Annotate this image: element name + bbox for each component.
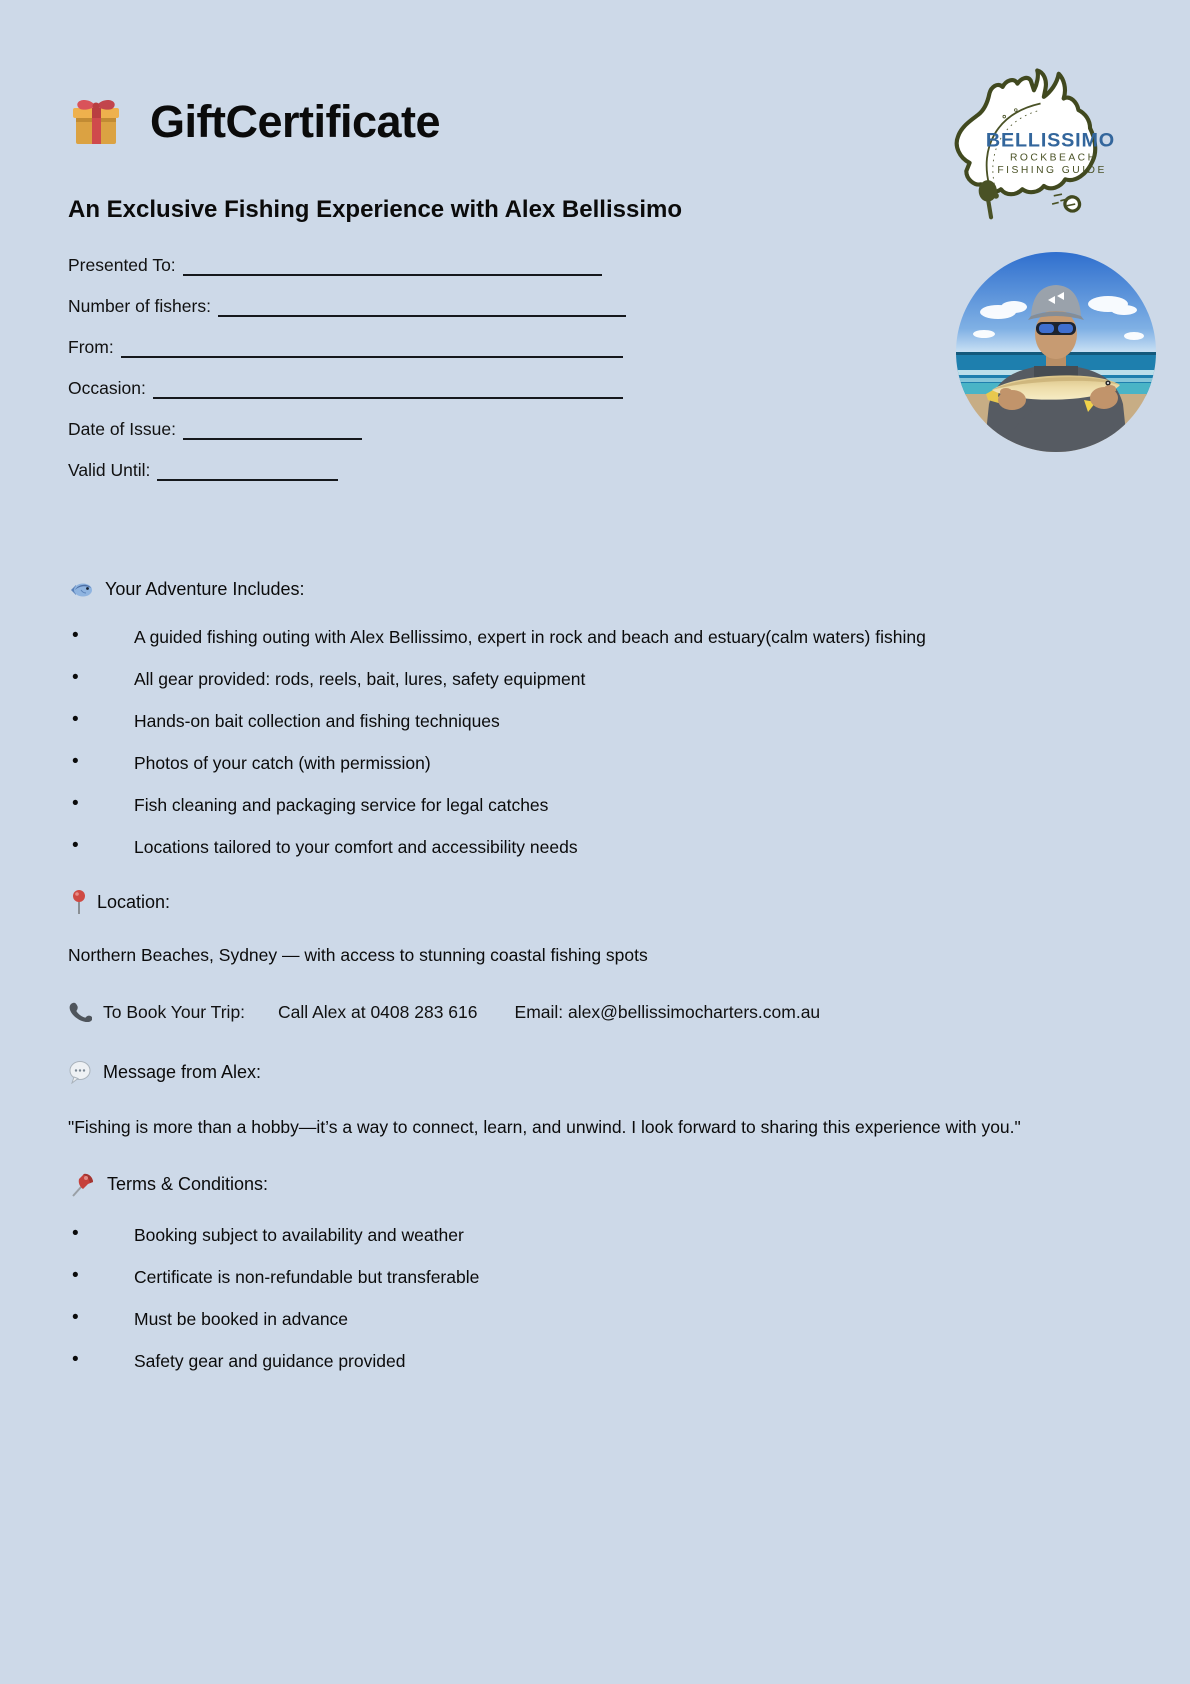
terms-list: [68, 1225, 1130, 1371]
field-label: Occasion:: [68, 378, 146, 398]
certificate-fields: [68, 252, 1130, 481]
location-section-heading: [72, 889, 1130, 915]
section-heading-label: Your Adventure Includes:: [105, 579, 305, 599]
section-heading-label: Message from Alex:: [103, 1061, 262, 1082]
list-item: • Booking subject to availability and weather: [68, 1225, 1130, 1245]
logo-tagline1-text: ROCKBEACH: [1009, 152, 1098, 164]
adventure-list: [68, 627, 1130, 857]
blank-line: [183, 254, 602, 276]
list-item: • All gear provided: rods, reels, bait, lures, safety equipment: [68, 669, 1130, 689]
blank-line: [153, 377, 623, 399]
pushpin-icon: [70, 1172, 96, 1198]
booking-email: Email: alex@bellissimocharters.com.au: [514, 1001, 821, 1022]
fish-icon: [68, 580, 94, 600]
field-label: Date of Issue:: [68, 419, 176, 439]
gift-icon: [68, 94, 124, 150]
message-section-heading: [68, 1060, 1130, 1084]
field-presented-to: [68, 252, 602, 276]
blank-line: [157, 459, 338, 481]
logo-brand-text: BELLISSIMO: [985, 129, 1116, 152]
list-item: • Must be booked in advance: [68, 1309, 1130, 1329]
phone-receiver-icon: [68, 1000, 92, 1024]
adventure-section-heading: [68, 579, 1130, 600]
location-text: Northern Beaches, Sydney — with access to stunning coastal fishing spots: [68, 945, 648, 965]
logo-tagline2-text: FISHING GUIDE: [997, 164, 1107, 176]
message-quote: "Fishing is more than a hobby—it’s a way to connect, learn, and unwind. I look forward to sharing this experience with you.": [68, 1117, 1021, 1137]
terms-section-heading: [70, 1172, 1130, 1198]
section-heading-label: Terms & Conditions:: [107, 1174, 269, 1194]
booking-phone: Call Alex at 0408 283 616: [278, 1001, 478, 1022]
list-item: • Photos of your catch (with permission): [68, 753, 1130, 773]
list-item: • Hands-on bait collection and fishing techniques: [68, 711, 1130, 731]
blank-line: [183, 418, 362, 440]
page-title: GiftCertificate: [150, 96, 441, 147]
blank-line: [121, 336, 623, 358]
field-number-of-fishers: [68, 293, 626, 317]
list-item: • Safety gear and guidance provided: [68, 1351, 1130, 1371]
blank-line: [218, 295, 626, 317]
field-date-of-issue: [68, 416, 362, 440]
field-valid-until: [68, 457, 338, 481]
field-from: [68, 334, 623, 358]
booking-row: [68, 1000, 1130, 1024]
list-item: • Locations tailored to your comfort and accessibility needs: [68, 837, 1130, 857]
booking-heading: To Book Your Trip:: [103, 1001, 246, 1022]
list-item: • Fish cleaning and packaging service for legal catches: [68, 795, 1130, 815]
field-occasion: [68, 375, 623, 399]
field-label: Number of fishers:: [68, 296, 211, 316]
field-label: Valid Until:: [68, 460, 151, 480]
page-subtitle: An Exclusive Fishing Experience with Alex Bellissimo: [68, 196, 682, 223]
field-label: Presented To:: [68, 255, 176, 275]
speech-balloon-icon: [68, 1060, 92, 1084]
field-label: From:: [68, 337, 114, 357]
document-header: [68, 88, 1130, 156]
section-heading-label: Location:: [97, 891, 171, 912]
list-item: • A guided fishing outing with Alex Bellissimo, expert in rock and beach and estuary(calm waters) fishing: [68, 627, 1130, 647]
list-item: • Certificate is non-refundable but transferable: [68, 1267, 1130, 1287]
round-pushpin-icon: [72, 889, 86, 915]
